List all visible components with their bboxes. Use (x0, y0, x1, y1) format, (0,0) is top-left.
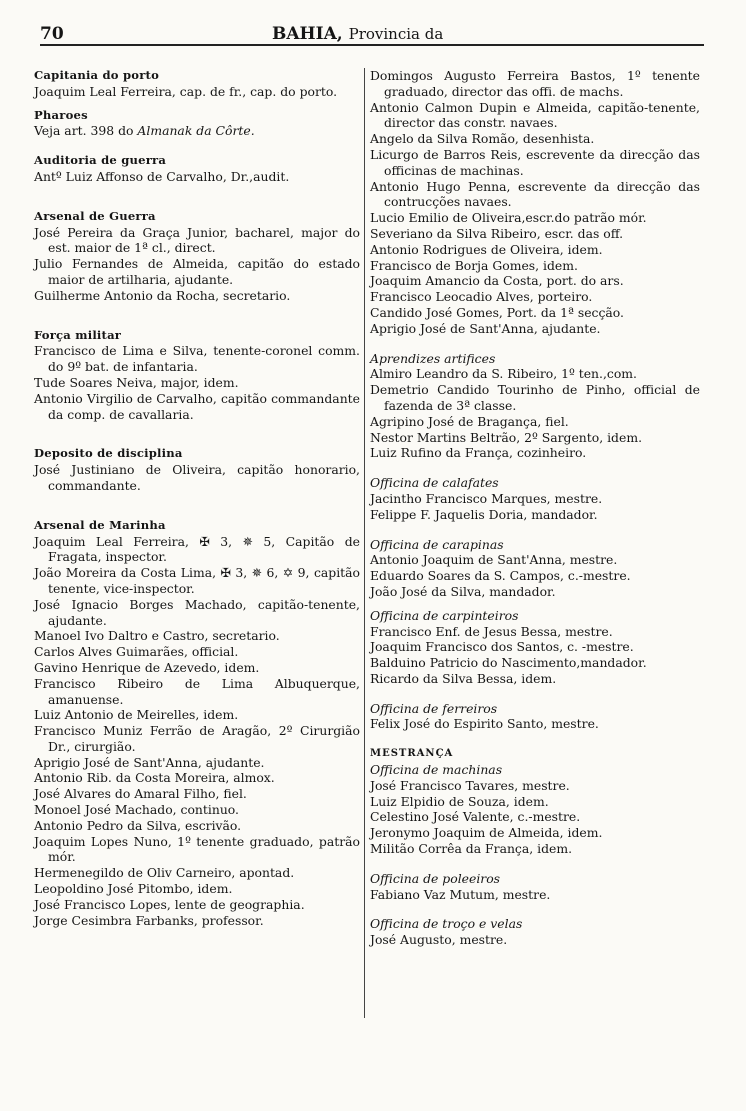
entry-right-top-4: Antonio Hugo Penna, escrevente da direcção das contrucções navaes. (370, 178, 700, 210)
entry-carpinteiros-1: Joaquim Francisco dos Santos, c. -mestre. (370, 639, 634, 655)
section-heading-arsenal-guerra: Arsenal de Guerra (34, 208, 156, 223)
entry-machinas-0: José Francisco Tavares, mestre. (370, 777, 570, 793)
entry-arsenal-marinha-15: Hermenegildo de Oliv Carneiro, apontad. (34, 865, 295, 881)
entry-arsenal-guerra-2: Guilherme Antonio da Rocha, secretario. (34, 287, 291, 303)
section-heading-auditoria: Auditoria de guerra (34, 153, 167, 168)
entry-arsenal-marinha-14: Joaquim Lopes Nuno, 1º tenente graduado, patrão mór. (34, 833, 360, 865)
entry-carapinas-0: Antonio Joaquim de Sant'Anna, mestre. (370, 552, 618, 568)
entry-right-top-0: Domingos Augusto Ferreira Bastos, 1º tenente graduado, director das offi. de machs. (370, 68, 700, 99)
section-heading-poleeiros: Officina de poleeiros (370, 870, 501, 886)
entry-carpinteiros-0: Francisco Enf. de Jesus Bessa, mestre. (370, 623, 613, 639)
column-divider (364, 68, 365, 1018)
entry-arsenal-guerra-0: José Pereira da Graça Junior, bacharel, major do est. maior de 1ª cl., direct. (34, 224, 360, 256)
entry-ferreiros-0: Felix José do Espirito Santo, mestre. (370, 716, 599, 732)
entry-carapinas-2: João José da Silva, mandador. (370, 583, 556, 599)
section-heading-carapinas: Officina de carapinas (370, 536, 504, 552)
title-sub: Provincia da (348, 25, 444, 43)
pharoes-italic: Almanak da Côrte. (137, 123, 255, 139)
entry-poleeiros-0: Fabiano Vaz Mutum, mestre. (370, 886, 551, 902)
entry-carpinteiros-2: Balduino Patricio do Nascimento,mandador. (370, 655, 647, 671)
entry-arsenal-marinha-4: Carlos Alves Guimarães, official. (34, 644, 239, 660)
section-heading-aprendizes: Aprendizes artifices (370, 350, 496, 366)
entry-arsenal-marinha-9: Aprigio José de Sant'Anna, ajudante. (34, 754, 265, 770)
entry-deposito-0: José Justiniano de Oliveira, capitão honorario, commandante. (34, 462, 360, 493)
entry-right-top-11: Candido José Gomes, Port. da 1ª secção. (370, 304, 624, 320)
entry-arsenal-marinha-2: José Ignacio Borges Machado, capitão-tenente, ajudante. (34, 596, 360, 628)
left-column (34, 68, 360, 928)
section-heading-deposito: Deposito de disciplina (34, 446, 183, 461)
entry-aprendizes-0: Almiro Leandro da S. Ribeiro, 1º ten.,com. (370, 366, 637, 382)
entry-pharoes (34, 123, 360, 139)
entry-right-top-2: Angelo da Silva Romão, desenhista. (370, 131, 595, 147)
entry-arsenal-guerra-1: Julio Fernandes de Almeida, capitão do estado maior de artilharia, ajudante. (34, 256, 360, 287)
entry-carpinteiros-3: Ricardo da Silva Bessa, idem. (370, 670, 557, 686)
entry-arsenal-marinha-11: José Alvares do Amaral Filho, fiel. (34, 786, 247, 802)
entry-forca-militar-2: Antonio Virgilio de Carvalho, capitão commandante da comp. de cavallaria. (34, 390, 360, 422)
header-rule (40, 44, 704, 46)
entry-right-top-9: Joaquim Amancio da Costa, port. do ars. (370, 273, 624, 289)
entry-right-top-5: Lucio Emilio de Oliveira,escr.do patrão mór. (370, 210, 647, 226)
entry-arsenal-marinha-5: Gavino Henrique de Azevedo, idem. (34, 659, 260, 675)
entry-troco-0: José Augusto, mestre. (370, 932, 508, 948)
entry-arsenal-marinha-8: Francisco Muniz Ferrão de Aragão, 2º Cirurgião Dr., cirurgião. (34, 723, 360, 754)
entry-forca-militar-0: Francisco de Lima e Silva, tenente-coronel comm. do 9º bat. de infantaria. (34, 343, 360, 375)
page-number: 70 (40, 24, 64, 44)
entry-capitania-0: Joaquim Leal Ferreira, cap. de fr., cap. do porto. (34, 83, 338, 99)
section-heading-arsenal-marinha: Arsenal de Marinha (34, 517, 166, 532)
page-title (272, 24, 443, 44)
entry-aprendizes-1: Demetrio Candido Tourinho de Pinho, official de fazenda de 3ª classe. (370, 382, 700, 413)
section-heading-machinas: Officina de machinas (370, 762, 503, 778)
entry-right-top-10: Francisco Leocadio Alves, porteiro. (370, 289, 593, 305)
entry-calafates-1: Felippe F. Jaquelis Doria, mandador. (370, 506, 598, 522)
entry-aprendizes-2: Agripino José de Bragança, fiel. (370, 413, 569, 429)
entry-aprendizes-4: Luiz Rufino da França, cozinheiro. (370, 445, 587, 461)
section-heading-calafates: Officina de calafates (370, 475, 499, 491)
entry-right-top-12: Aprigio José de Sant'Anna, ajudante. (370, 320, 601, 336)
entry-machinas-4: Militão Corrêa da França, idem. (370, 841, 573, 857)
entry-right-top-8: Francisco de Borja Gomes, idem. (370, 257, 578, 273)
entry-aprendizes-3: Nestor Martins Beltrão, 2º Sargento, idem. (370, 429, 643, 445)
entry-calafates-0: Jacintho Francisco Marques, mestre. (370, 490, 603, 506)
section-heading-pharoes: Pharoes (34, 107, 88, 122)
title-main: BAHIA, (272, 24, 343, 44)
entry-machinas-2: Celestino José Valente, c.-mestre. (370, 809, 581, 825)
entry-arsenal-marinha-18: Jorge Cesimbra Farbanks, professor. (34, 912, 264, 928)
entry-arsenal-marinha-1: João Moreira da Costa Lima, ✠ 3, ✵ 6, ✡ 9, capitão tenente, vice-inspector. (34, 565, 360, 596)
entry-arsenal-marinha-17: José Francisco Lopes, lente de geographia. (34, 896, 305, 912)
entry-carapinas-1: Eduardo Soares da S. Campos, c.-mestre. (370, 568, 631, 584)
entry-arsenal-marinha-10: Antonio Rib. da Costa Moreira, almox. (34, 770, 275, 786)
entry-right-top-1: Antonio Calmon Dupin e Almeida, capitão-tenente, director das constr. navaes. (370, 99, 700, 131)
entry-forca-militar-1: Tude Soares Neiva, major, idem. (34, 374, 239, 390)
entry-arsenal-marinha-12: Monoel José Machado, continuo. (34, 802, 239, 818)
entry-arsenal-marinha-6: Francisco Ribeiro de Lima Albuquerque, amanuense. (34, 675, 360, 707)
entry-arsenal-marinha-3: Manoel Ivo Daltro e Castro, secretario. (34, 628, 280, 644)
entry-arsenal-marinha-16: Leopoldino José Pitombo, idem. (34, 881, 233, 897)
right-column (370, 68, 700, 948)
mestranca-label: MESTRANÇA (370, 748, 454, 760)
pharoes-prefix: Veja art. 398 do (34, 123, 138, 139)
section-heading-carpinteiros: Officina de carpinteiros (370, 607, 519, 623)
section-heading-capitania: Capitania do porto (34, 68, 160, 82)
entry-machinas-1: Luiz Elpidio de Souza, idem. (370, 793, 549, 809)
section-heading-ferreiros: Officina de ferreiros (370, 700, 498, 716)
entry-arsenal-marinha-13: Antonio Pedro da Silva, escrivão. (34, 817, 242, 833)
entry-arsenal-marinha-7: Luiz Antonio de Meirelles, idem. (34, 707, 239, 723)
entry-auditoria-0: Antº Luiz Affonso de Carvalho, Dr.,audit. (34, 168, 290, 184)
entry-right-top-7: Antonio Rodrigues de Oliveira, idem. (370, 241, 603, 257)
entry-machinas-3: Jeronymo Joaquim de Almeida, idem. (370, 825, 603, 841)
entry-right-top-3: Licurgo de Barros Reis, escrevente da direcção das officinas de machinas. (370, 146, 700, 178)
entry-arsenal-marinha-0: Joaquim Leal Ferreira, ✠ 3, ✵ 5, Capitão de Fragata, inspector. (34, 533, 360, 565)
entry-right-top-6: Severiano da Silva Ribeiro, escr. das off. (370, 225, 624, 241)
section-heading-forca-militar: Força militar (34, 327, 122, 342)
section-heading-troco: Officina de troço e velas (370, 916, 523, 932)
